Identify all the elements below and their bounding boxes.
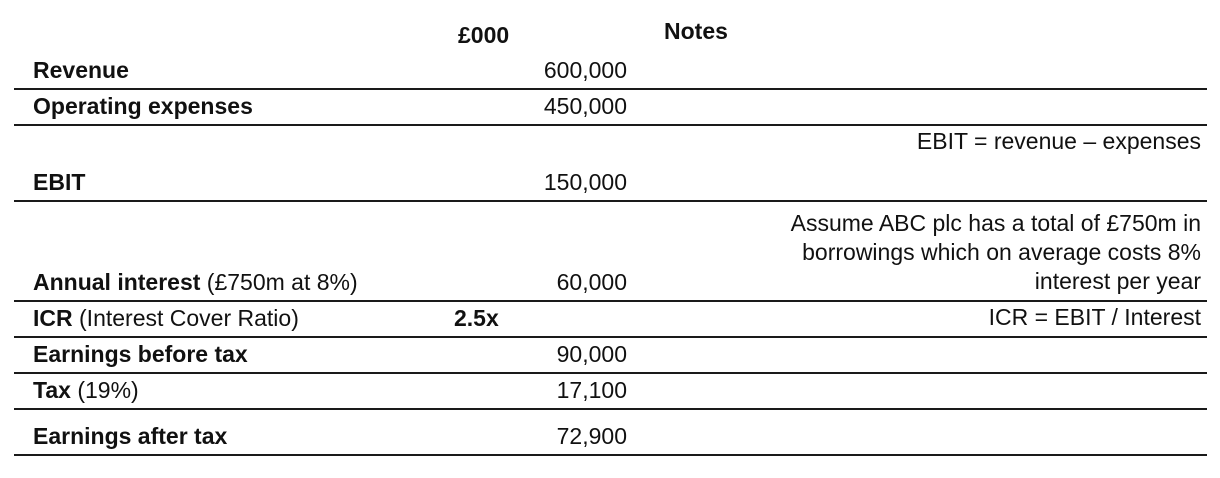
note-line: borrowings which on average costs 8%: [802, 239, 1201, 265]
table-row: [14, 374, 1207, 410]
row-label: [33, 93, 253, 120]
row-label-bold: Earnings before tax: [33, 341, 248, 367]
row-divider: [14, 454, 1207, 456]
row-label-detail: (Interest Cover Ratio): [72, 305, 299, 331]
row-value: 90,000: [556, 341, 627, 367]
row-label: [33, 377, 139, 404]
table-row: [14, 56, 1207, 90]
row-value: 150,000: [543, 169, 627, 195]
row-label: [33, 423, 227, 450]
note-line: ICR = EBIT / Interest: [988, 304, 1201, 330]
row-label-bold: EBIT: [33, 169, 86, 195]
row-value: 17,100: [556, 377, 627, 403]
note-line: Assume ABC plc has a total of £750m in: [790, 210, 1201, 236]
row-value: 60,000: [556, 269, 627, 295]
row-label-bold: Revenue: [33, 57, 129, 83]
table-row: [14, 162, 1207, 202]
row-label: [33, 305, 299, 332]
note-line: EBIT = revenue – expenses: [916, 128, 1201, 154]
row-label: [33, 341, 248, 368]
row-value: 72,900: [556, 423, 627, 449]
row-label: [33, 269, 358, 296]
row-ratio: 2.5x: [454, 305, 499, 331]
row-note: [989, 303, 1201, 332]
table-row: [14, 302, 1207, 338]
table-row: [14, 90, 1207, 126]
row-label-detail: (£750m at 8%): [200, 269, 358, 295]
table-row: [14, 410, 1207, 456]
column-header-notes: Notes: [664, 18, 728, 44]
row-label-bold: Earnings after tax: [33, 423, 228, 449]
row-label: [33, 57, 129, 84]
row-note: [917, 127, 1201, 156]
column-header-unit: £000: [458, 22, 510, 48]
note-line: interest per year: [1034, 268, 1201, 294]
table-row: [14, 126, 1207, 162]
row-note: [791, 209, 1201, 296]
table-row: [14, 338, 1207, 374]
table-row: [14, 202, 1207, 302]
row-value: 600,000: [543, 57, 627, 83]
row-value: 450,000: [543, 93, 627, 119]
row-label-bold: Tax: [33, 377, 71, 403]
row-label-detail: (19%): [70, 377, 139, 403]
row-label-bold: Operating expenses: [33, 93, 253, 119]
row-label-bold: ICR: [33, 305, 73, 331]
row-label-bold: Annual interest: [33, 269, 201, 295]
row-label: [33, 169, 85, 196]
